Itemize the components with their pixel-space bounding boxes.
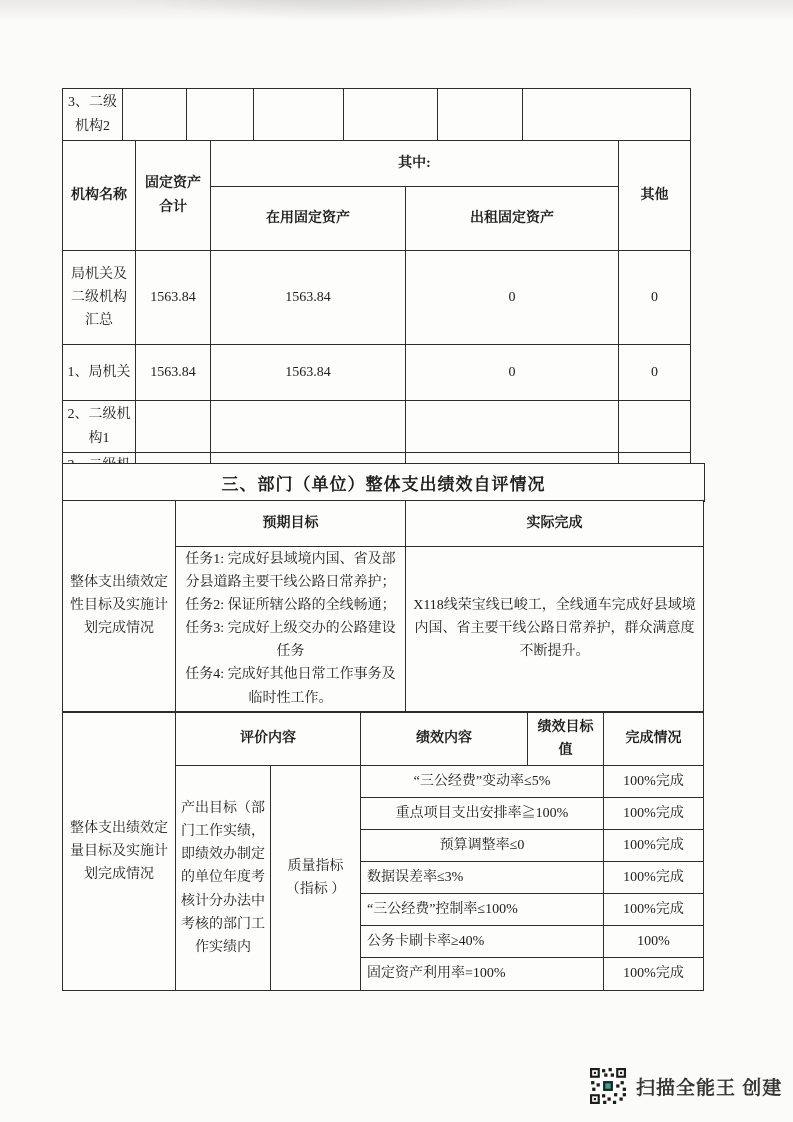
assets-in-use-value: 1563.84 (211, 251, 406, 345)
table-row (63, 401, 691, 453)
actual-completion-cell: X118线荣宝线已峻工，全线通车完成好县域境内国、省主要干线公路日常养护，群众满意度不断提升。 (406, 547, 704, 712)
actual-completion-header: 实际完成 (406, 501, 704, 547)
qualitative-goals-table (62, 500, 704, 712)
section-title: 三、部门（单位）整体支出绩效自评情况 (62, 463, 705, 502)
quantitative-row-header: 整体支出绩效定量目标及实施计划完成情况 (63, 713, 176, 991)
task-line: 任务4: 完成好其他日常工作事务及临时性工作。 (185, 667, 396, 706)
indicator-text: “三公经费”变动率≤5% (361, 766, 604, 798)
assets-in-use-value (211, 401, 406, 453)
camscanner-watermark (590, 1066, 782, 1106)
output-goal-cell: 产出目标（部门工作实绩，即绩效办制定的单位年度考核计分办法中考核的部门工作实绩内 (176, 766, 271, 991)
indicator-completion: 100%完成 (604, 766, 704, 798)
carryover-row-table (62, 88, 691, 141)
carryover-empty-cell (123, 89, 187, 141)
performance-target-header: 绩效目标值 (528, 713, 604, 766)
performance-content-header: 绩效内容 (361, 713, 528, 766)
carryover-empty-cell (254, 89, 344, 141)
carryover-empty-cell (187, 89, 254, 141)
assets-rented-value (406, 401, 619, 453)
carryover-label: 3、二级机构2 (63, 89, 123, 141)
expected-goal-cell (176, 547, 406, 712)
assets-rented-value: 0 (406, 251, 619, 345)
assets-other-value: 0 (619, 251, 691, 345)
indicator-completion: 100%完成 (604, 798, 704, 830)
assets-other-value (619, 401, 691, 453)
assets-row-name: 1、局机关 (63, 345, 136, 401)
table-row (63, 345, 691, 401)
assets-in-use-value: 1563.84 (211, 345, 406, 401)
completion-status-header: 完成情况 (604, 713, 704, 766)
assets-total-value: 1563.84 (136, 345, 211, 401)
indicator-text: 重点项目支出安排率≧100% (361, 798, 604, 830)
indicator-text: 公务卡刷卡率≥40% (361, 926, 604, 958)
quantitative-indicators-table (62, 712, 704, 991)
indicator-text: 预算调整率≤0 (361, 830, 604, 862)
assets-other-value: 0 (619, 345, 691, 401)
indicator-completion: 100%完成 (604, 894, 704, 926)
assets-header-in-use: 在用固定资产 (211, 187, 406, 251)
assets-rented-value: 0 (406, 345, 619, 401)
indicator-completion: 100%完成 (604, 958, 704, 991)
task-line: 任务1: 完成好县域境内国、省及部分县道路主要干线公路日常养护； (185, 552, 396, 591)
indicator-completion: 100% (604, 926, 704, 958)
indicator-text: 数据误差率≤3% (361, 862, 604, 894)
table-row (63, 251, 691, 345)
assets-header-other: 其他 (619, 141, 691, 251)
indicator-text: “三公经费”控制率≤100% (361, 894, 604, 926)
fixed-assets-table (62, 140, 691, 502)
task-line: 任务3: 完成好上级交办的公路建设任务 (185, 621, 396, 660)
quality-indicator-cell: 质量指标（指标 ） (271, 766, 361, 991)
assets-header-rented-out: 出租固定资产 (406, 187, 619, 251)
carryover-empty-cell (344, 89, 438, 141)
indicator-completion: 100%完成 (604, 862, 704, 894)
assets-row-name: 2、二级机构1 (63, 401, 136, 453)
evaluation-content-header: 评价内容 (176, 713, 361, 766)
carryover-empty-cell (523, 89, 691, 141)
scan-shadow (0, 0, 793, 60)
assets-row-name: 局机关及二级机构汇总 (63, 251, 136, 345)
assets-header-total: 固定资产合计 (136, 141, 211, 251)
expected-goal-header: 预期目标 (176, 501, 406, 547)
watermark-text: 扫描全能王 创建 (636, 1077, 783, 1099)
task-line: 任务2: 保证所辖公路的全线畅通； (185, 598, 396, 614)
indicator-completion: 100%完成 (604, 830, 704, 862)
assets-header-org-name: 机构名称 (63, 141, 136, 251)
indicator-text: 固定资产利用率=100% (361, 958, 604, 991)
carryover-empty-cell (438, 89, 523, 141)
qr-code-icon (590, 1068, 626, 1104)
assets-total-value (136, 401, 211, 453)
assets-header-of-which: 其中: (211, 141, 619, 187)
qualitative-row-header: 整体支出绩效定性目标及实施计划完成情况 (63, 501, 176, 712)
assets-total-value: 1563.84 (136, 251, 211, 345)
